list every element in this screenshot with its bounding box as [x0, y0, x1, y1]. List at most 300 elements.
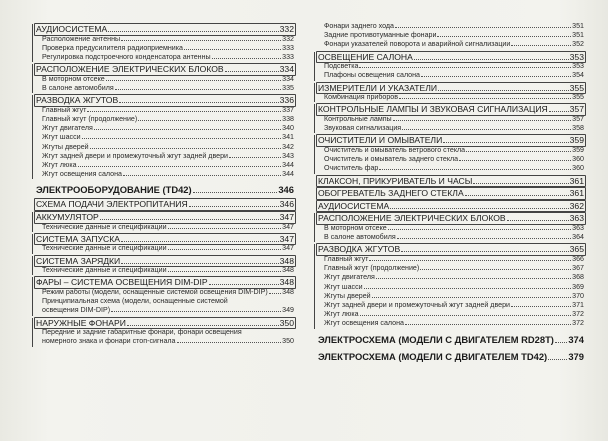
- toc-title: В салоне автомобиля: [42, 84, 114, 92]
- page-number: 348: [279, 255, 294, 266]
- dot-leader: [364, 288, 572, 289]
- dot-leader: [100, 219, 279, 220]
- toc-row: [36, 24, 294, 35]
- toc-row: [42, 106, 294, 115]
- page-number: 340: [282, 124, 294, 133]
- toc-entry-sec: [318, 83, 584, 94]
- toc-row: [324, 93, 584, 102]
- toc-entry-sub: [318, 31, 584, 40]
- toc-title: НАРУЖНЫЕ ФОНАРИ: [36, 317, 126, 328]
- page-number: 344: [282, 170, 294, 179]
- page-number: 348: [279, 277, 294, 288]
- page-number: 364: [572, 233, 584, 242]
- dot-leader: [108, 31, 278, 32]
- toc-section-group: [318, 176, 584, 187]
- toc-entry-sub: [318, 164, 584, 173]
- dot-leader: [405, 324, 571, 325]
- toc-title: Жгуты дверей: [42, 142, 89, 151]
- dot-leader: [90, 148, 282, 149]
- toc-row: [42, 124, 294, 133]
- toc-row: [324, 124, 584, 133]
- toc-entry-sub: [318, 264, 584, 273]
- dot-leader: [466, 151, 571, 152]
- dot-leader: [360, 315, 572, 316]
- toc-title: Фонари указателей поворота и аварийной сигнализации: [324, 40, 511, 49]
- toc-row: [36, 277, 294, 288]
- toc-entry-cont: [36, 337, 294, 346]
- toc-entry-cont: [36, 306, 294, 315]
- toc-entry-sec: [318, 104, 584, 115]
- page-number: 370: [572, 291, 584, 300]
- toc-title: Звуковая сигнализация: [324, 124, 402, 133]
- dot-leader: [401, 251, 568, 252]
- toc-title: КОНТРОЛЬНЫЕ ЛАМПЫ И ЗВУКОВАЯ СИГНАЛИЗАЦИЯ: [318, 104, 548, 115]
- dot-leader: [438, 90, 569, 91]
- toc-row: [318, 350, 584, 363]
- page-number: 351: [572, 31, 584, 40]
- dot-leader: [443, 142, 568, 143]
- toc-entry-sub: [36, 288, 294, 297]
- toc-title: КЛАКСОН, ПРИКУРИВАТЕЛЬ И ЧАСЫ: [318, 175, 473, 186]
- toc-row: [318, 83, 584, 94]
- toc-entry-sub: [318, 71, 584, 80]
- toc-row: [324, 146, 584, 155]
- toc-title: Жгут шасси: [42, 133, 81, 142]
- toc-section-group: [318, 135, 584, 173]
- dot-leader: [82, 138, 282, 139]
- section-bracket-line: [32, 256, 33, 276]
- page-number: 361: [569, 188, 584, 199]
- dot-leader: [168, 228, 282, 229]
- toc-row: [318, 244, 584, 255]
- toc-row: [42, 297, 294, 306]
- toc-entry-sub: [318, 224, 584, 233]
- page-number: 358: [572, 124, 584, 133]
- toc-row: [318, 52, 584, 63]
- toc-entry-sub: [318, 40, 584, 49]
- page-number: 379: [568, 350, 584, 362]
- page-number: 337: [282, 105, 294, 114]
- toc-title: АККУМУЛЯТОР: [36, 212, 99, 223]
- toc-row: [324, 273, 584, 282]
- toc-section-group: [318, 213, 584, 242]
- dot-leader: [369, 260, 571, 261]
- toc-title: Комбинация приборов: [324, 93, 399, 102]
- page-number: 372: [572, 310, 584, 319]
- toc-row: [42, 328, 294, 337]
- dot-leader: [420, 269, 571, 270]
- page-number: 347: [279, 233, 294, 244]
- toc-entry-sub: [36, 266, 294, 275]
- section-bracket-line: [32, 277, 33, 315]
- toc-title: Режим работы (модели, оснащенные системой освещения DIM-DIP): [42, 288, 268, 296]
- toc-title: Жгуты дверей: [324, 291, 371, 300]
- toc-entry-sub: [36, 133, 294, 142]
- toc-row: [324, 301, 584, 310]
- toc-row: [42, 44, 294, 53]
- toc-section-group: [36, 199, 294, 210]
- toc-section-group: [36, 64, 294, 93]
- page-number: 363: [572, 223, 584, 232]
- toc-title: Проверка предусилителя радиоприемника: [42, 43, 183, 52]
- toc-title: Плафоны освещения салона: [324, 71, 420, 80]
- toc-entry-sub: [36, 84, 294, 93]
- toc-row: [318, 333, 584, 346]
- toc-title: СИСТЕМА ЗАРЯДКИ: [36, 255, 121, 266]
- dot-leader: [127, 325, 279, 326]
- dot-leader: [549, 111, 569, 112]
- toc-title: ЭЛЕКТРОСХЕМА (МОДЕЛИ С ДВИГАТЕЛЕМ TD42): [318, 350, 548, 362]
- toc-entry-sec: [36, 256, 294, 267]
- dot-leader: [388, 229, 571, 230]
- toc-title: Очиститель фар: [324, 164, 379, 173]
- toc-row: [42, 53, 294, 62]
- dot-leader: [225, 71, 279, 72]
- dot-leader: [78, 166, 282, 167]
- section-bracket-line: [32, 95, 33, 179]
- toc-section-group: [36, 212, 294, 232]
- toc-row: [42, 266, 294, 275]
- dot-leader: [393, 120, 572, 121]
- page-number: 361: [569, 175, 584, 186]
- page-number: 338: [282, 115, 294, 123]
- page-number: 355: [569, 82, 584, 93]
- dot-leader: [473, 183, 568, 184]
- dot-leader: [402, 129, 571, 130]
- dot-leader: [437, 36, 571, 37]
- toc-row: [324, 292, 584, 301]
- page-number: 351: [572, 22, 584, 30]
- page-number: 342: [282, 142, 294, 151]
- toc-row: [42, 288, 294, 297]
- page-number: 374: [568, 333, 584, 345]
- dot-leader: [414, 59, 569, 60]
- page-number: 355: [572, 93, 584, 102]
- toc-row: [42, 143, 294, 152]
- toc-entry-sec: [36, 318, 294, 329]
- toc-entry-sub: [36, 124, 294, 133]
- toc-entry-sub: [36, 223, 294, 232]
- toc-title: Технические данные и спецификации: [42, 266, 167, 275]
- toc-row: [324, 233, 584, 242]
- toc-title: Жгут двигателя: [42, 124, 93, 133]
- toc-title: ФАРЫ – СИСТЕМА ОСВЕЩЕНИЯ DIM-DIP: [36, 277, 208, 288]
- dot-leader: [376, 278, 571, 279]
- page-number: 365: [569, 244, 584, 255]
- dot-leader: [87, 111, 281, 112]
- toc-title: РАСПОЛОЖЕНИЕ ЭЛЕКТРИЧЕСКИХ БЛОКОВ: [36, 64, 224, 75]
- page-number: 348: [282, 266, 294, 275]
- dot-leader: [229, 157, 281, 158]
- toc-entry-sub: [318, 124, 584, 133]
- dot-leader: [168, 271, 282, 272]
- toc-row: [324, 255, 584, 264]
- toc-row: [324, 283, 584, 292]
- toc-entry-sub: [318, 115, 584, 124]
- page-number: 360: [572, 164, 584, 173]
- toc-entry-sub: [318, 22, 584, 31]
- toc-title: освещения DIM-DIP): [42, 306, 111, 315]
- toc-title: ЭЛЕКТРОСХЕМА (МОДЕЛИ С ДВИГАТЕЛЕМ RD28T): [318, 333, 554, 345]
- toc-row: [318, 135, 584, 146]
- dot-leader: [372, 297, 572, 298]
- dot-leader: [106, 80, 281, 81]
- page-number: 357: [569, 104, 584, 115]
- page-number: 360: [572, 155, 584, 164]
- page-number: 366: [572, 254, 584, 263]
- page-number: 341: [282, 133, 294, 142]
- dot-leader: [212, 58, 282, 59]
- toc-entry-sec: [318, 135, 584, 146]
- toc-entry-main: [318, 333, 584, 346]
- dot-leader: [459, 160, 571, 161]
- dot-leader: [421, 76, 571, 77]
- page-number: 347: [279, 212, 294, 223]
- toc-section-group: [36, 256, 294, 276]
- page-number: 362: [569, 200, 584, 211]
- dot-leader: [359, 67, 571, 68]
- toc-title: Задние противотуманные фонари: [324, 31, 437, 40]
- toc-entry-sec: [36, 212, 294, 223]
- toc-title: Регулировка подстроечного конденсатора антенны: [42, 53, 211, 61]
- page-number: 369: [572, 282, 584, 291]
- toc-entry-sec: [36, 24, 294, 35]
- toc-row: [324, 264, 584, 273]
- dot-leader: [189, 206, 279, 207]
- toc-entry-sub: [318, 93, 584, 102]
- dot-leader: [94, 129, 281, 130]
- toc-title: Передние и задние габаритные фонари, фонари освещения: [42, 328, 242, 337]
- toc-row: [318, 176, 584, 187]
- section-bracket-line: [32, 318, 33, 347]
- toc-row: [36, 337, 294, 346]
- toc-title: Жгут задней двери и промежуточный жгут задней двери: [42, 151, 228, 160]
- dot-leader: [184, 49, 281, 50]
- dot-leader: [111, 311, 281, 312]
- dot-leader: [121, 40, 281, 41]
- toc-title: В моторном отсеке: [324, 223, 387, 232]
- dot-leader: [548, 359, 567, 360]
- toc-entry-sub: [36, 53, 294, 62]
- toc-title: Расположение антенны: [42, 34, 121, 43]
- page-number: 350: [279, 317, 294, 328]
- toc-title: Технические данные и спецификации: [42, 244, 167, 253]
- toc-title: ОЧИСТИТЕЛИ И ОМЫВАТЕЛИ: [318, 135, 443, 146]
- section-bracket-line: [314, 213, 315, 242]
- toc-row: [42, 152, 294, 161]
- toc-title: Главный жгут (продолжение): [324, 264, 420, 273]
- toc-row: [318, 104, 584, 115]
- toc-row: [42, 35, 294, 44]
- toc-entry-sub: [318, 301, 584, 310]
- dot-leader: [121, 263, 278, 264]
- dot-leader: [379, 169, 571, 170]
- page-number: 359: [569, 135, 584, 146]
- toc-row: [324, 31, 584, 40]
- toc-row: [324, 115, 584, 124]
- toc-entry-sub: [318, 319, 584, 328]
- dot-leader: [115, 89, 281, 90]
- toc-row: [324, 224, 584, 233]
- toc-row: [36, 306, 294, 315]
- section-bracket-line: [314, 52, 315, 81]
- toc-row: [324, 62, 584, 71]
- toc-title: Жгут шасси: [324, 282, 363, 291]
- toc-entry-sub: [318, 155, 584, 164]
- toc-entry-sub: [318, 62, 584, 71]
- toc-title: Принципиальная схема (модели, оснащенные системой: [42, 297, 228, 306]
- page-number: 372: [572, 319, 584, 328]
- toc-entry-sub: [318, 310, 584, 319]
- toc-entry-sub: [318, 255, 584, 264]
- dot-leader: [168, 249, 282, 250]
- toc-row: [36, 212, 294, 223]
- toc-title: ОСВЕЩЕНИЕ САЛОНА: [318, 51, 413, 62]
- toc-entry-sec: [318, 201, 584, 212]
- dot-leader: [511, 306, 571, 307]
- toc-entry-sub: [36, 170, 294, 179]
- toc-row: [36, 64, 294, 75]
- toc-row: [318, 201, 584, 212]
- dot-leader: [511, 45, 571, 46]
- toc-entry-sub: [318, 273, 584, 282]
- page-number: 371: [572, 301, 584, 309]
- section-bracket-line: [314, 135, 315, 173]
- toc-entry-main: [318, 350, 584, 363]
- toc-entry-sub: [36, 244, 294, 253]
- toc-row: [318, 213, 584, 224]
- dot-leader: [138, 120, 281, 121]
- toc-section-group: [318, 52, 584, 81]
- page-number: 348: [282, 288, 294, 296]
- toc-title: СИСТЕМА ЗАПУСКА: [36, 233, 120, 244]
- section-bracket-line: [32, 64, 33, 93]
- toc-column-right: [318, 22, 584, 366]
- page-number: 368: [572, 273, 584, 282]
- page-number: 333: [282, 53, 294, 61]
- toc-section-group: [36, 95, 294, 179]
- toc-row: [42, 170, 294, 179]
- toc-entry-sec: [318, 176, 584, 187]
- dot-leader: [399, 98, 571, 99]
- page-number: 353: [572, 62, 584, 71]
- toc-title: Подсветка: [324, 62, 359, 71]
- section-bracket-line: [32, 234, 33, 254]
- toc-title: Очиститель и омыватель ветрового стекла: [324, 146, 466, 154]
- toc-row: [36, 183, 294, 196]
- toc-title: Очиститель и омыватель заднего стекла: [324, 155, 459, 164]
- page-number: 344: [282, 161, 294, 170]
- toc-row: [324, 22, 584, 31]
- toc-row: [36, 199, 294, 210]
- dot-leader: [177, 342, 282, 343]
- toc-title: ИЗМЕРИТЕЛИ И УКАЗАТЕЛИ: [318, 82, 438, 93]
- toc-title: Жгут освещения салона: [42, 170, 122, 179]
- page-number: 353: [569, 51, 584, 62]
- dot-leader: [209, 284, 279, 285]
- dot-leader: [507, 220, 569, 221]
- page-number: 346: [278, 184, 294, 196]
- page-number: 357: [572, 115, 584, 123]
- toc-row: [36, 256, 294, 267]
- section-bracket-line: [314, 244, 315, 328]
- toc-title: В моторном отсеке: [42, 74, 105, 83]
- toc-entry-sub: [318, 292, 584, 301]
- page-number: 349: [282, 306, 294, 315]
- dot-leader: [193, 192, 278, 193]
- toc-title: Жгут двигателя: [324, 273, 375, 282]
- toc-row: [42, 75, 294, 84]
- section-bracket-line: [314, 83, 315, 103]
- toc-row: [324, 40, 584, 49]
- toc-entry-sec: [36, 199, 294, 210]
- toc-entry-sub: [36, 161, 294, 170]
- page-number: 347: [282, 244, 294, 253]
- toc-entry-sec: [36, 277, 294, 288]
- page-number: 334: [279, 64, 294, 75]
- page-number: 363: [569, 213, 584, 224]
- toc-title: Контрольные лампы: [324, 115, 392, 123]
- section-bracket-line: [314, 104, 315, 133]
- toc-row: [324, 71, 584, 80]
- toc-section-group: [36, 277, 294, 315]
- toc-entry-sub: [318, 233, 584, 242]
- toc-row: [324, 164, 584, 173]
- toc-section-group: [36, 24, 294, 62]
- toc-entry-sub: [36, 106, 294, 115]
- toc-title: номерного знака и фонари стоп-сигнала: [42, 337, 176, 346]
- toc-section-group: [318, 83, 584, 103]
- page-number: 359: [572, 146, 584, 154]
- toc-section-group: [36, 318, 294, 347]
- toc-title: Главный жгут: [42, 105, 87, 114]
- toc-row: [324, 310, 584, 319]
- toc-title: Главный жгут (продолжение): [42, 115, 138, 123]
- toc-entry-sub: [318, 146, 584, 155]
- toc-row: [36, 318, 294, 329]
- toc-title: АУДИОСИСТЕМА: [36, 24, 108, 34]
- toc-row: [318, 188, 584, 199]
- toc-row: [324, 155, 584, 164]
- page-number: 343: [282, 151, 294, 160]
- page-number: 350: [282, 337, 294, 346]
- dot-leader: [390, 208, 568, 209]
- dot-leader: [465, 195, 569, 196]
- page-number: 333: [282, 43, 294, 52]
- toc-title: Жгут люка: [324, 310, 359, 319]
- toc-entry-sub: [36, 143, 294, 152]
- page-number: 354: [572, 71, 584, 80]
- toc-entry-sub: [318, 283, 584, 292]
- toc-title: Жгут освещения салона: [324, 319, 404, 328]
- toc-title: РАСПОЛОЖЕНИЕ ЭЛЕКТРИЧЕСКИХ БЛОКОВ: [318, 213, 506, 224]
- toc-title: Фонари заднего хода: [324, 22, 394, 30]
- toc-section-group: [318, 104, 584, 133]
- toc-entry-sub: [36, 44, 294, 53]
- toc-entry-sub: [36, 75, 294, 84]
- page-number: 352: [572, 40, 584, 49]
- toc-column-left: [36, 22, 294, 347]
- dot-leader: [119, 102, 278, 103]
- toc-entry-sec: [318, 244, 584, 255]
- toc-row: [36, 95, 294, 106]
- toc-title: Технические данные и спецификации: [42, 222, 167, 231]
- toc-entry-sec: [318, 213, 584, 224]
- page-number: 346: [279, 199, 294, 210]
- toc-title: АУДИОСИСТЕМА: [318, 200, 390, 211]
- toc-section-group: [318, 188, 584, 199]
- toc-entry-sec: [36, 64, 294, 75]
